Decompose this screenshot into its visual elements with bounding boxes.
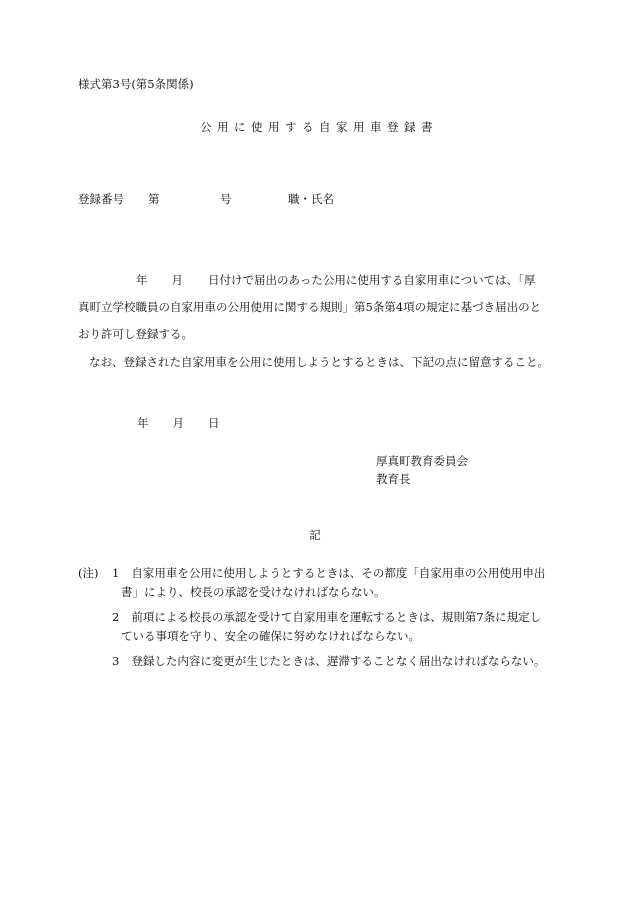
note-2-line-1 [112, 612, 541, 624]
note-3-text-1: 登録した内容に変更が生じたときは、遅滞することなく届出なければならない。 [131, 654, 546, 668]
registration-dai-label: 第 [148, 192, 160, 206]
body-paragraph-line-2: 真町立学校職員の自家用車の公用使用に関する規則」第5条第4項の規定に基づき届出のと [78, 300, 542, 314]
note-1-text-1: 自家用車を公用に使用しようとするときは、その都度「自家用車の公用使用申出 [131, 566, 546, 580]
date-day-label: 日 [208, 416, 220, 430]
notes-mark: (注) [78, 566, 99, 580]
body-year-label: 年 [136, 273, 148, 287]
issuer-title: 教育長 [376, 472, 411, 486]
note-1-line-1 [112, 568, 545, 580]
registration-number-label: 登録番号 [78, 192, 124, 206]
date-month-label: 月 [172, 416, 184, 430]
body-line-1-text: 日付けで届出のあった公用に使用する自家用車については、「厚 [208, 273, 536, 287]
issuer-organization: 厚真町教育委員会 [376, 454, 468, 468]
form-number: 様式第3号(第5条関係) [78, 77, 194, 91]
body-paragraph-line-4 [78, 357, 549, 369]
body-month-label: 月 [171, 273, 183, 287]
note-2-line-2: ている事項を守り、安全の確保に努めなければならない。 [121, 629, 420, 643]
body-paragraph-line-1 [78, 275, 535, 287]
note-3-line-1 [112, 656, 545, 668]
document-title: 公用に使用する自家用車登録書 [200, 120, 438, 134]
note-3-number: 3 [112, 654, 120, 668]
date-year-label: 年 [137, 416, 149, 430]
body-paragraph-line-3: おり許可し登録する。 [78, 327, 193, 341]
date-line [137, 418, 220, 430]
registration-go-label: 号 [220, 192, 232, 206]
position-name-label: 職・氏名 [288, 192, 334, 206]
note-2-text-1: 前項による校長の承認を受けて自家用車を運転するときは、規則第7条に規定し [131, 610, 542, 624]
note-2-number: 2 [112, 610, 120, 624]
note-1-line-2: 書」により、校長の承認を受けなければならない。 [121, 585, 386, 599]
ki-heading: 記 [309, 528, 321, 542]
note-1-number: 1 [112, 566, 120, 580]
body-line-4-text: なお、登録された自家用車を公用に使用しようとするときは、下記の点に留意すること。 [89, 355, 549, 369]
